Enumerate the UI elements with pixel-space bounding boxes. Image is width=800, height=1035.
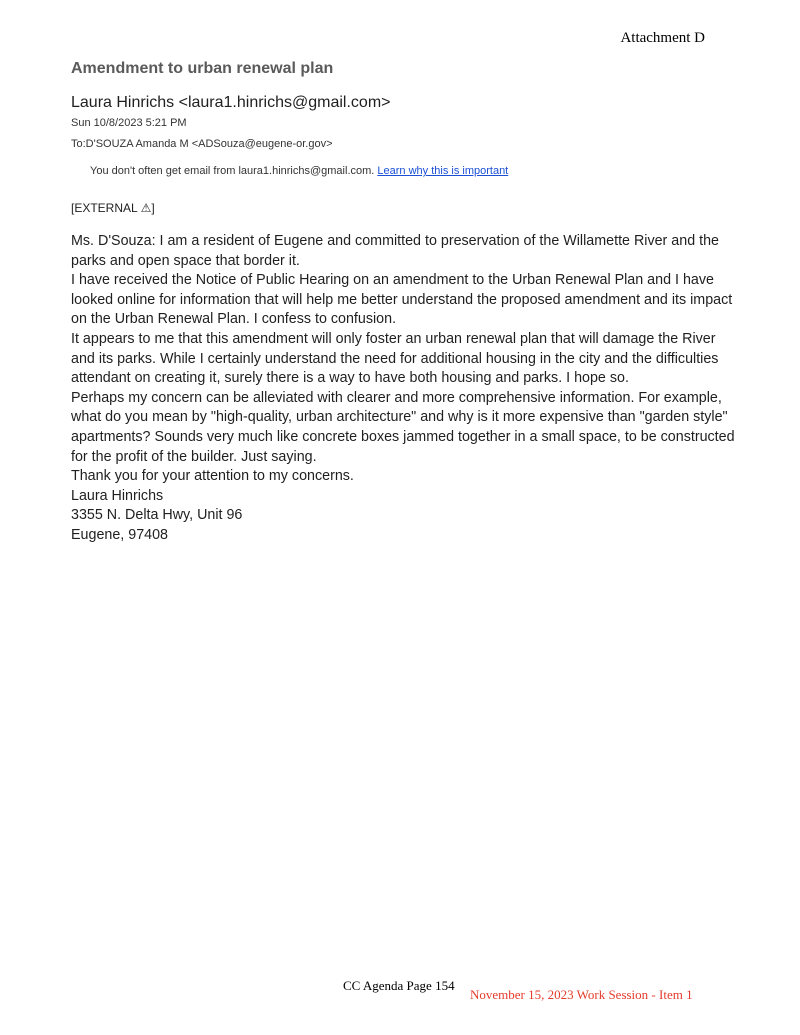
email-body — [71, 232, 741, 546]
external-tag: [EXTERNAL ⚠] — [71, 201, 155, 215]
work-session-label: November 15, 2023 Work Session - Item 1 — [470, 987, 693, 1002]
body-line: Thank you for your attention to my concerns. — [71, 468, 354, 485]
body-line: Ms. D'Souza: I am a resident of Eugene and committed to preservation of the Willamette River and the parks and open space that border it. — [71, 233, 719, 269]
body-line: Perhaps my concern can be alleviated with clearer and more comprehensive information. For example, what do you mean by "high-quality, urban architecture" and why is it more expensive than "garden style" apartments? Sounds very much like concrete boxes jammed together in a small space, to be constructed for the profit of the builder. Just saying. — [71, 389, 735, 465]
learn-why-link[interactable]: Learn why this is important — [377, 165, 509, 177]
signature-name: Laura Hinrichs — [71, 487, 164, 504]
email-date: Sun 10/8/2023 5:21 PM — [71, 117, 187, 129]
signature-address: 3355 N. Delta Hwy, Unit 96 — [71, 507, 243, 524]
attachment-label: Attachment D — [620, 30, 705, 46]
body-line: I have received the Notice of Public Hearing on an amendment to the Urban Renewal Plan and I have looked online for information that will help me better understand the proposed amendment and its impact on the Urban Renewal Plan. I confess to confusion. — [71, 272, 733, 328]
sender-notice-text: You don't often get email from laura1.hinrichs@gmail.com. — [90, 165, 375, 177]
sender-notice — [90, 165, 508, 177]
agenda-page-label: CC Agenda Page 154 — [343, 978, 455, 993]
signature-city: Eugene, 97408 — [71, 526, 168, 543]
email-subject: Amendment to urban renewal plan — [71, 60, 334, 77]
body-line: It appears to me that this amendment will only foster an urban renewal plan that will damage the River and its parks. While I certainly understand the need for additional housing in the city and the difficulties attendant on creating it, surely there is a way to have both housing and parks. I hope so. — [71, 330, 719, 387]
email-recipient: To:D'SOUZA Amanda M <ADSouza@eugene-or.gov> — [71, 138, 333, 150]
email-sender: Laura Hinrichs <laura1.hinrichs@gmail.com> — [71, 94, 391, 111]
